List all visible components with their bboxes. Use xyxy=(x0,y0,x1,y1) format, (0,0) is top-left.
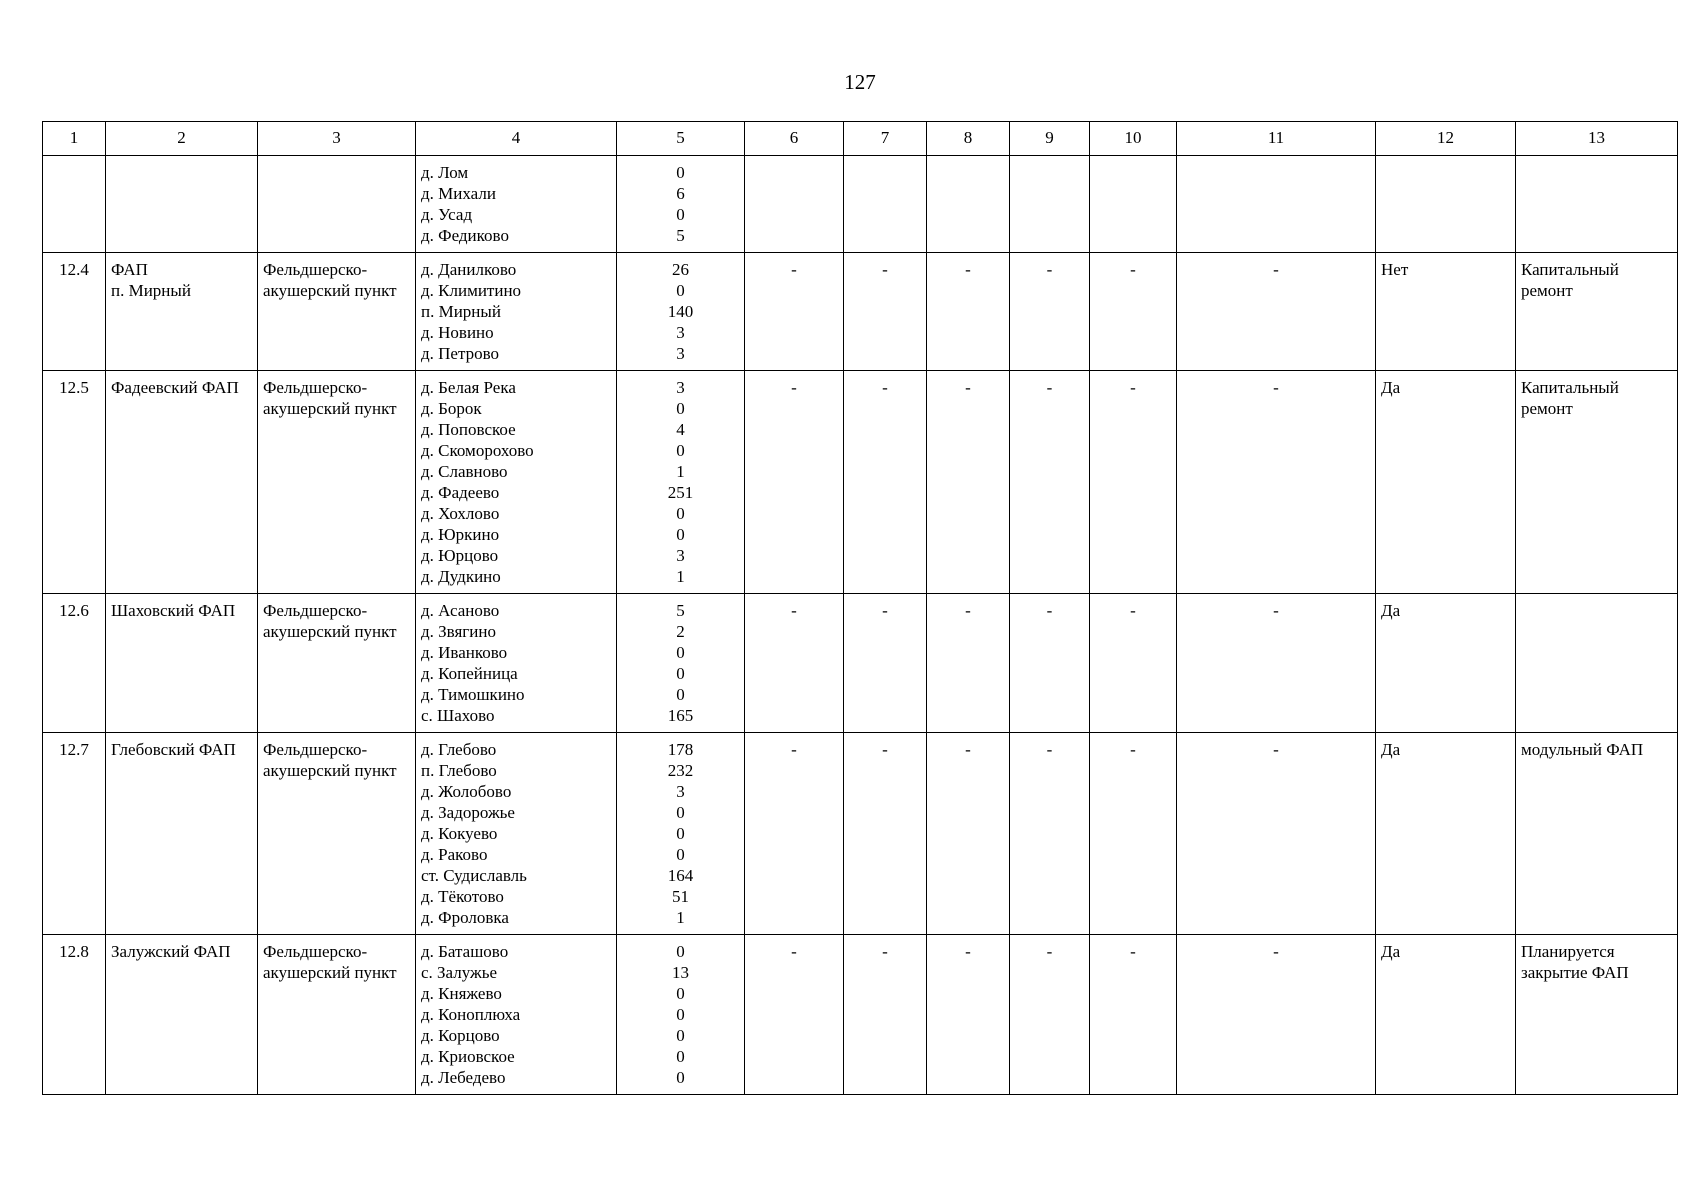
remark-cell xyxy=(1516,156,1678,253)
col11-cell xyxy=(1177,935,1376,1095)
settlement-name: д. Криовское xyxy=(421,1047,515,1066)
col8-cell xyxy=(927,733,1010,935)
settlement-name: д. Юркино xyxy=(421,525,500,544)
col11-cell xyxy=(1177,156,1376,253)
facility-type-cell xyxy=(258,156,416,253)
facility-type-text: Фельдшерско- акушерский пункт xyxy=(263,942,397,982)
header-row xyxy=(43,122,1678,156)
col9-cell xyxy=(1010,371,1090,594)
facility-name-text: Шаховский ФАП xyxy=(111,601,236,620)
header-cell: 4 xyxy=(416,122,617,156)
col9-text: - xyxy=(1046,378,1053,397)
col11-text: - xyxy=(1273,378,1279,397)
row-number-cell xyxy=(43,371,106,594)
population-count: 0 xyxy=(676,525,685,544)
settlement-name: с. Шахово xyxy=(421,706,495,725)
col9-text: - xyxy=(1046,601,1053,620)
remark-cell xyxy=(1516,371,1678,594)
col8-cell xyxy=(927,156,1010,253)
col10-cell xyxy=(1090,156,1177,253)
population-count: 3 xyxy=(676,378,685,397)
remark-text: Капитальный ремонт xyxy=(1521,260,1619,300)
settlement-name: д. Дудкино xyxy=(421,567,501,586)
row-number-cell xyxy=(43,253,106,371)
row-number-cell xyxy=(43,733,106,935)
population-count: 0 xyxy=(676,441,685,460)
col6-text: - xyxy=(791,260,797,279)
population-count: 165 xyxy=(667,706,694,725)
table-row xyxy=(43,253,1678,371)
population-count: 0 xyxy=(676,1047,685,1066)
table-row xyxy=(43,594,1678,733)
facility-type-cell xyxy=(258,371,416,594)
header-cell: 9 xyxy=(1010,122,1090,156)
col10-cell xyxy=(1090,733,1177,935)
population-count: 0 xyxy=(676,643,685,662)
facility-name-cell xyxy=(106,594,258,733)
population-count: 0 xyxy=(676,504,685,523)
settlements-cell xyxy=(416,935,617,1095)
facility-name-cell xyxy=(106,935,258,1095)
col12-text: Да xyxy=(1381,601,1401,620)
population-count: 1 xyxy=(676,908,685,927)
col9-text: - xyxy=(1046,942,1053,961)
col11-cell xyxy=(1177,253,1376,371)
population-count: 5 xyxy=(676,601,685,620)
row-number-text: 12.7 xyxy=(59,740,89,759)
col9-cell xyxy=(1010,156,1090,253)
row-number-text: 12.6 xyxy=(59,601,89,620)
facility-type-cell xyxy=(258,935,416,1095)
settlement-name: д. Усад xyxy=(421,205,473,224)
col9-cell xyxy=(1010,935,1090,1095)
col7-text: - xyxy=(882,378,888,397)
col8-text: - xyxy=(965,260,971,279)
header-cell: 6 xyxy=(745,122,844,156)
header-cell: 12 xyxy=(1376,122,1516,156)
facility-type-text: Фельдшерско- акушерский пункт xyxy=(263,260,397,300)
settlement-name: д. Тёкотово xyxy=(421,887,504,906)
col7-cell xyxy=(844,253,927,371)
table-row xyxy=(43,935,1678,1095)
settlement-name: п. Глебово xyxy=(421,761,497,780)
settlement-name: с. Залужье xyxy=(421,963,498,982)
page-number: 127 xyxy=(844,70,876,94)
facility-name-text: Фадеевский ФАП xyxy=(111,378,239,397)
settlement-name: д. Поповское xyxy=(421,420,516,439)
col7-cell xyxy=(844,156,927,253)
col10-cell xyxy=(1090,594,1177,733)
col11-text: - xyxy=(1273,260,1279,279)
settlement-name: д. Кокуево xyxy=(421,824,498,843)
col11-text: - xyxy=(1273,942,1279,961)
population-count: 140 xyxy=(667,302,694,321)
settlement-name: д. Копейница xyxy=(421,664,518,683)
population-count: 232 xyxy=(667,761,694,780)
population-count: 0 xyxy=(676,205,685,224)
population-count: 0 xyxy=(676,803,685,822)
col6-text: - xyxy=(791,378,797,397)
col12-cell xyxy=(1376,371,1516,594)
col8-text: - xyxy=(965,378,971,397)
facility-type-cell xyxy=(258,253,416,371)
population-count: 4 xyxy=(676,420,685,439)
col6-text: - xyxy=(791,740,797,759)
col8-cell xyxy=(927,935,1010,1095)
facility-name-text: ФАП п. Мирный xyxy=(111,260,191,300)
row-number-text: 12.5 xyxy=(59,378,89,397)
settlements-cell xyxy=(416,371,617,594)
population-cell xyxy=(617,156,745,253)
population-cell xyxy=(617,935,745,1095)
facility-name-text: Глебовский ФАП xyxy=(111,740,236,759)
facility-type-text: Фельдшерско- акушерский пункт xyxy=(263,740,397,780)
remark-cell xyxy=(1516,253,1678,371)
col7-cell xyxy=(844,935,927,1095)
settlement-name: д. Глебово xyxy=(421,740,497,759)
population-count: 0 xyxy=(676,1026,685,1045)
col6-text: - xyxy=(791,942,797,961)
header-cell: 2 xyxy=(106,122,258,156)
col9-cell xyxy=(1010,253,1090,371)
population-count: 178 xyxy=(667,740,694,759)
population-count: 51 xyxy=(672,887,689,906)
col11-cell xyxy=(1177,733,1376,935)
table-row xyxy=(43,371,1678,594)
settlement-name: д. Лом xyxy=(421,163,469,182)
facility-name-cell xyxy=(106,156,258,253)
remark-text: модульный ФАП xyxy=(1521,740,1644,759)
population-cell xyxy=(617,371,745,594)
population-count: 0 xyxy=(676,685,685,704)
row-number-cell xyxy=(43,935,106,1095)
remark-cell xyxy=(1516,594,1678,733)
settlement-name: д. Славново xyxy=(421,462,508,481)
population-cell xyxy=(617,253,745,371)
population-count: 0 xyxy=(676,664,685,683)
col12-text: Да xyxy=(1381,740,1401,759)
population-count: 0 xyxy=(676,163,685,182)
remark-cell xyxy=(1516,935,1678,1095)
col7-text: - xyxy=(882,942,888,961)
col10-text: - xyxy=(1130,601,1136,620)
col6-cell xyxy=(745,935,844,1095)
settlement-name: д. Климитино xyxy=(421,281,522,300)
settlement-name: д. Задорожье xyxy=(421,803,515,822)
settlement-name: д. Федиково xyxy=(421,226,509,245)
col7-text: - xyxy=(882,260,888,279)
settlements-cell xyxy=(416,156,617,253)
settlement-name: д. Фроловка xyxy=(421,908,509,927)
population-count: 3 xyxy=(676,323,685,342)
col12-text: Нет xyxy=(1381,260,1409,279)
settlement-name: д. Скоморохово xyxy=(421,441,534,460)
col8-cell xyxy=(927,371,1010,594)
remark-cell xyxy=(1516,733,1678,935)
population-count: 0 xyxy=(676,281,685,300)
col11-cell xyxy=(1177,371,1376,594)
facility-type-text: Фельдшерско- акушерский пункт xyxy=(263,378,397,418)
population-count: 0 xyxy=(676,845,685,864)
col12-cell xyxy=(1376,594,1516,733)
population-count: 5 xyxy=(676,226,685,245)
settlement-name: д. Тимошкино xyxy=(421,685,525,704)
population-count: 0 xyxy=(676,984,685,1003)
population-cell xyxy=(617,594,745,733)
col9-cell xyxy=(1010,594,1090,733)
settlement-name: д. Новино xyxy=(421,323,494,342)
population-count: 1 xyxy=(676,567,685,586)
settlement-name: д. Звягино xyxy=(421,622,496,641)
settlement-name: д. Петрово xyxy=(421,344,500,363)
settlement-name: д. Фадеево xyxy=(421,483,500,502)
header-cell: 11 xyxy=(1177,122,1376,156)
col10-cell xyxy=(1090,253,1177,371)
settlement-name: д. Иванково xyxy=(421,643,508,662)
remark-text: Планируется закрытие ФАП xyxy=(1521,942,1629,982)
col11-text: - xyxy=(1273,740,1279,759)
col6-cell xyxy=(745,371,844,594)
col8-text: - xyxy=(965,942,971,961)
col7-cell xyxy=(844,733,927,935)
settlement-name: д. Коноплюха xyxy=(421,1005,521,1024)
col7-cell xyxy=(844,594,927,733)
population-count: 13 xyxy=(672,963,689,982)
header-cell: 13 xyxy=(1516,122,1678,156)
row-number-text: 12.4 xyxy=(59,260,89,279)
col12-text: Да xyxy=(1381,942,1401,961)
remark-text: Капитальный ремонт xyxy=(1521,378,1619,418)
col10-text: - xyxy=(1130,942,1136,961)
population-count: 0 xyxy=(676,824,685,843)
facilities-table xyxy=(42,121,1678,1095)
col12-cell xyxy=(1376,733,1516,935)
col9-text: - xyxy=(1046,740,1053,759)
row-number-cell xyxy=(43,594,106,733)
col6-cell xyxy=(745,733,844,935)
col12-cell xyxy=(1376,935,1516,1095)
col10-cell xyxy=(1090,935,1177,1095)
col10-text: - xyxy=(1130,260,1136,279)
settlement-name: д. Лебедево xyxy=(421,1068,506,1087)
population-count: 164 xyxy=(667,866,694,885)
header-cell: 10 xyxy=(1090,122,1177,156)
population-count: 0 xyxy=(676,399,685,418)
settlements-cell xyxy=(416,253,617,371)
col8-cell xyxy=(927,253,1010,371)
header-cell: 5 xyxy=(617,122,745,156)
col8-text: - xyxy=(965,601,971,620)
col11-text: - xyxy=(1273,601,1279,620)
col10-text: - xyxy=(1130,740,1136,759)
population-count: 251 xyxy=(667,483,694,502)
col7-text: - xyxy=(882,740,888,759)
settlement-name: д. Асаново xyxy=(421,601,500,620)
row-number-cell xyxy=(43,156,106,253)
col10-cell xyxy=(1090,371,1177,594)
facility-name-cell xyxy=(106,733,258,935)
facility-type-text: Фельдшерско- акушерский пункт xyxy=(263,601,397,641)
col9-text: - xyxy=(1046,260,1053,279)
facility-name-text: Залужский ФАП xyxy=(111,942,231,961)
population-count: 0 xyxy=(676,1068,685,1087)
table-body xyxy=(43,156,1678,1095)
settlement-name: д. Хохлово xyxy=(421,504,500,523)
col8-text: - xyxy=(965,740,971,759)
population-count: 3 xyxy=(676,344,685,363)
header-cell: 3 xyxy=(258,122,416,156)
row-number-text: 12.8 xyxy=(59,942,89,961)
settlement-name: д. Борок xyxy=(421,399,482,418)
population-count: 26 xyxy=(672,260,689,279)
population-count: 3 xyxy=(676,782,685,801)
settlements-cell xyxy=(416,594,617,733)
header-cell: 7 xyxy=(844,122,927,156)
population-count: 0 xyxy=(676,942,685,961)
col12-cell xyxy=(1376,253,1516,371)
table-row xyxy=(43,733,1678,935)
col10-text: - xyxy=(1130,378,1136,397)
settlements-cell xyxy=(416,733,617,935)
col6-cell xyxy=(745,156,844,253)
table-row xyxy=(43,156,1678,253)
settlement-name: ст. Судиславль xyxy=(421,866,527,885)
settlement-name: д. Корцово xyxy=(421,1026,500,1045)
population-cell xyxy=(617,733,745,935)
settlement-name: д. Юрцово xyxy=(421,546,499,565)
facility-name-cell xyxy=(106,371,258,594)
settlement-name: д. Раково xyxy=(421,845,488,864)
settlement-name: п. Мирный xyxy=(421,302,501,321)
settlement-name: д. Белая Река xyxy=(421,378,516,397)
col12-text: Да xyxy=(1381,378,1401,397)
facility-type-cell xyxy=(258,594,416,733)
col6-text: - xyxy=(791,601,797,620)
population-count: 0 xyxy=(676,1005,685,1024)
col9-cell xyxy=(1010,733,1090,935)
settlement-name: д. Княжево xyxy=(421,984,502,1003)
header-cell: 8 xyxy=(927,122,1010,156)
population-count: 1 xyxy=(676,462,685,481)
col7-text: - xyxy=(882,601,888,620)
col7-cell xyxy=(844,371,927,594)
col6-cell xyxy=(745,594,844,733)
population-count: 2 xyxy=(676,622,685,641)
facility-type-cell xyxy=(258,733,416,935)
col12-cell xyxy=(1376,156,1516,253)
col11-cell xyxy=(1177,594,1376,733)
settlement-name: д. Жолобово xyxy=(421,782,512,801)
facility-name-cell xyxy=(106,253,258,371)
header-cell: 1 xyxy=(43,122,106,156)
col8-cell xyxy=(927,594,1010,733)
settlement-name: д. Михали xyxy=(421,184,496,203)
settlement-name: д. Данилково xyxy=(421,260,517,279)
population-count: 6 xyxy=(676,184,685,203)
col6-cell xyxy=(745,253,844,371)
settlement-name: д. Баташово xyxy=(421,942,509,961)
population-count: 3 xyxy=(676,546,685,565)
